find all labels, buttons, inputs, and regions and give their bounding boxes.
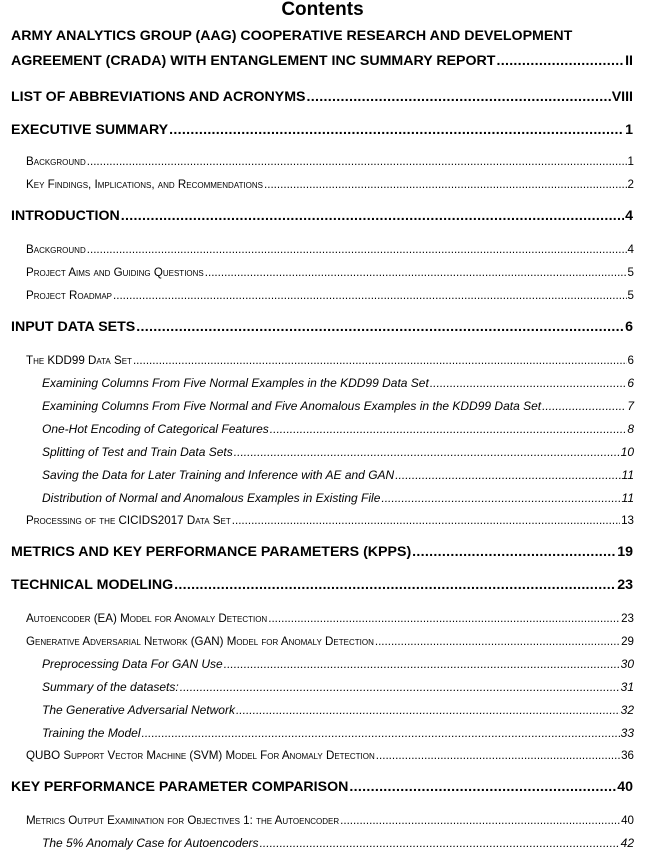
toc-entry-text: Key Findings, Implications, and Recommendations <box>26 178 264 191</box>
toc-entry-text: Processing of the CICIDS2017 Data Set <box>26 514 231 527</box>
toc-entry-summary-datasets[interactable] <box>42 680 634 694</box>
toc-page-number: 6 <box>627 354 634 367</box>
toc-entry-text: Autoencoder (EA) Model for Anomaly Detection <box>26 612 268 625</box>
toc-entry-text: TECHNICAL MODELING <box>11 577 174 593</box>
dot-leader <box>395 468 620 482</box>
dot-leader <box>381 491 620 505</box>
dot-leader <box>430 376 627 390</box>
dot-leader <box>232 514 620 527</box>
toc-entry-text: Background <box>26 155 86 168</box>
toc-entry-technical-modeling[interactable] <box>11 577 633 593</box>
dot-leader <box>121 208 624 224</box>
toc-entry-text: Distribution of Normal and Anomalous Examples in Existing File <box>42 491 381 505</box>
dot-leader <box>113 289 627 302</box>
toc-entry-kpp-comparison[interactable] <box>11 779 633 795</box>
toc-entry-key-findings[interactable] <box>26 178 634 191</box>
toc-entry-splitting[interactable] <box>42 445 634 459</box>
dot-leader <box>349 779 616 795</box>
toc-entry-abbreviations[interactable] <box>11 89 633 105</box>
toc-page-number: 5 <box>627 266 634 279</box>
dot-leader <box>174 577 616 593</box>
toc-entry-background[interactable] <box>26 155 634 168</box>
toc-page-number: 42 <box>620 836 634 850</box>
dot-leader <box>142 726 620 740</box>
toc-page-number: 4 <box>625 208 633 224</box>
dot-leader <box>169 122 624 138</box>
toc-page-number: 23 <box>617 577 633 593</box>
toc-entry-kdd99[interactable] <box>26 354 634 367</box>
toc-entry-text: The KDD99 Data Set <box>26 354 132 367</box>
toc-entry-text: AGREEMENT (CRADA) WITH ENTANGLEMENT INC SUMMARY REPORT <box>11 53 496 69</box>
toc-entry-aag-crada[interactable] <box>11 53 633 69</box>
toc-entry-preprocessing-gan[interactable] <box>42 657 634 671</box>
dot-leader <box>136 319 624 335</box>
toc-entry-text: KEY PERFORMANCE PARAMETER COMPARISON <box>11 779 349 795</box>
dot-leader <box>234 445 620 459</box>
toc-entry-five-normal[interactable] <box>42 376 634 390</box>
toc-page-number: 11 <box>621 468 634 482</box>
dot-leader <box>270 422 627 436</box>
toc-entry-text: Project Aims and Guiding Questions <box>26 266 204 279</box>
toc-page-number: 40 <box>617 779 633 795</box>
toc-page-number: 10 <box>620 445 634 459</box>
toc-entry-text: Preprocessing Data For GAN Use <box>42 657 223 671</box>
dot-leader <box>180 680 620 694</box>
toc-entry-text: Project Roadmap <box>26 289 112 302</box>
toc-entry-metrics-output[interactable] <box>26 814 634 827</box>
toc-entry-text: The 5% Anomaly Case for Autoencoders <box>42 836 259 850</box>
dot-leader <box>260 836 620 850</box>
toc-entry-text: Splitting of Test and Train Data Sets <box>42 445 233 459</box>
toc-page-number: 1 <box>625 122 633 138</box>
dot-leader <box>340 814 620 827</box>
toc-page-number: 32 <box>620 703 634 717</box>
toc-entry-text: LIST OF ABBREVIATIONS AND ACRONYMS <box>11 89 306 105</box>
toc-entry-text: Summary of the datasets: <box>42 680 179 694</box>
toc-page-number: 33 <box>620 726 634 740</box>
toc-page-number: 6 <box>625 319 633 335</box>
toc-heading: Contents <box>281 0 364 20</box>
toc-page-number: 29 <box>621 635 634 648</box>
toc-entry-5pct-anomaly[interactable] <box>42 836 634 850</box>
toc-page-number: 11 <box>621 491 634 505</box>
toc-page-number: 31 <box>620 680 634 694</box>
dot-leader <box>496 53 624 69</box>
toc-entry-cicids2017[interactable] <box>26 514 634 527</box>
dot-leader <box>375 635 620 648</box>
toc-entry-text: QUBO Support Vector Machine (SVM) Model For Anomaly Detection <box>26 749 375 762</box>
toc-page-number: VIII <box>611 89 633 105</box>
toc-entry-five-normal-anomalous[interactable] <box>42 399 634 413</box>
dot-leader <box>224 657 620 671</box>
toc-entry-text: Generative Adversarial Network (GAN) Model for Anomaly Detection <box>26 635 374 648</box>
toc-page-number: 19 <box>617 544 633 560</box>
toc-entry-qubo-svm[interactable] <box>26 749 634 762</box>
toc-entry-one-hot[interactable] <box>42 422 634 436</box>
toc-entry-text: METRICS AND KEY PERFORMANCE PARAMETERS (KPPS) <box>11 544 412 560</box>
toc-page-number: 8 <box>627 422 634 436</box>
toc-page-number: 23 <box>621 612 634 625</box>
dot-leader <box>307 89 611 105</box>
dot-leader <box>376 749 620 762</box>
dot-leader <box>264 178 627 191</box>
toc-entry-background-2[interactable] <box>26 243 634 256</box>
toc-entry-saving-data[interactable] <box>42 468 634 482</box>
toc-entry-autoencoder[interactable] <box>26 612 634 625</box>
toc-page-number: 40 <box>621 814 634 827</box>
toc-entry-text: Examining Columns From Five Normal and Five Anomalous Examples in the KDD99 Data Set <box>42 399 542 413</box>
toc-page-number: 7 <box>627 399 634 413</box>
toc-page-number: 4 <box>627 243 634 256</box>
toc-page-number: II <box>625 53 633 69</box>
toc-entry-distribution[interactable] <box>42 491 634 505</box>
toc-page-number: 30 <box>620 657 634 671</box>
dot-leader <box>236 703 620 717</box>
dot-leader <box>542 399 626 413</box>
toc-entry-text: Background <box>26 243 86 256</box>
toc-page-number: 6 <box>627 376 634 390</box>
toc-entry-gan-network[interactable] <box>42 703 634 717</box>
toc-entry-gan[interactable] <box>26 635 634 648</box>
dot-leader <box>205 266 627 279</box>
toc-entry-text: INPUT DATA SETS <box>11 319 136 335</box>
toc-entry-text: EXECUTIVE SUMMARY <box>11 122 169 138</box>
toc-entry-project-roadmap[interactable] <box>26 289 634 302</box>
toc-entry-text: One-Hot Encoding of Categorical Features <box>42 422 269 436</box>
toc-page-number: 13 <box>621 514 634 527</box>
toc-page-number: 1 <box>627 155 634 168</box>
toc-entry-project-aims[interactable] <box>26 266 634 279</box>
toc-entry-text: Metrics Output Examination for Objectives 1: the Autoencoder <box>26 814 340 827</box>
toc-entry-metrics-kpps[interactable] <box>11 544 633 560</box>
toc-entry-text: INTRODUCTION <box>11 208 120 224</box>
toc-entry-text: Saving the Data for Later Training and Inference with AE and GAN <box>42 468 395 482</box>
toc-page-number: 2 <box>627 178 634 191</box>
toc-entry-text: The Generative Adversarial Network <box>42 703 235 717</box>
dot-leader <box>412 544 616 560</box>
toc-entry-text: Examining Columns From Five Normal Examples in the KDD99 Data Set <box>42 376 429 390</box>
toc-entry-introduction[interactable] <box>11 208 633 224</box>
toc-entry-input-data-sets[interactable] <box>11 319 633 335</box>
dot-leader <box>87 243 627 256</box>
toc-entry-training-model[interactable] <box>42 726 634 740</box>
toc-page-number: 36 <box>621 749 634 762</box>
toc-entry-aag-crada-line1[interactable]: ARMY ANALYTICS GROUP (AAG) COOPERATIVE RESEARCH AND DEVELOPMENT <box>11 28 573 44</box>
dot-leader <box>87 155 627 168</box>
dot-leader <box>268 612 620 625</box>
toc-entry-executive-summary[interactable] <box>11 122 633 138</box>
toc-page-number: 5 <box>627 289 634 302</box>
dot-leader <box>133 354 627 367</box>
toc-entry-text: Training the Model <box>42 726 141 740</box>
